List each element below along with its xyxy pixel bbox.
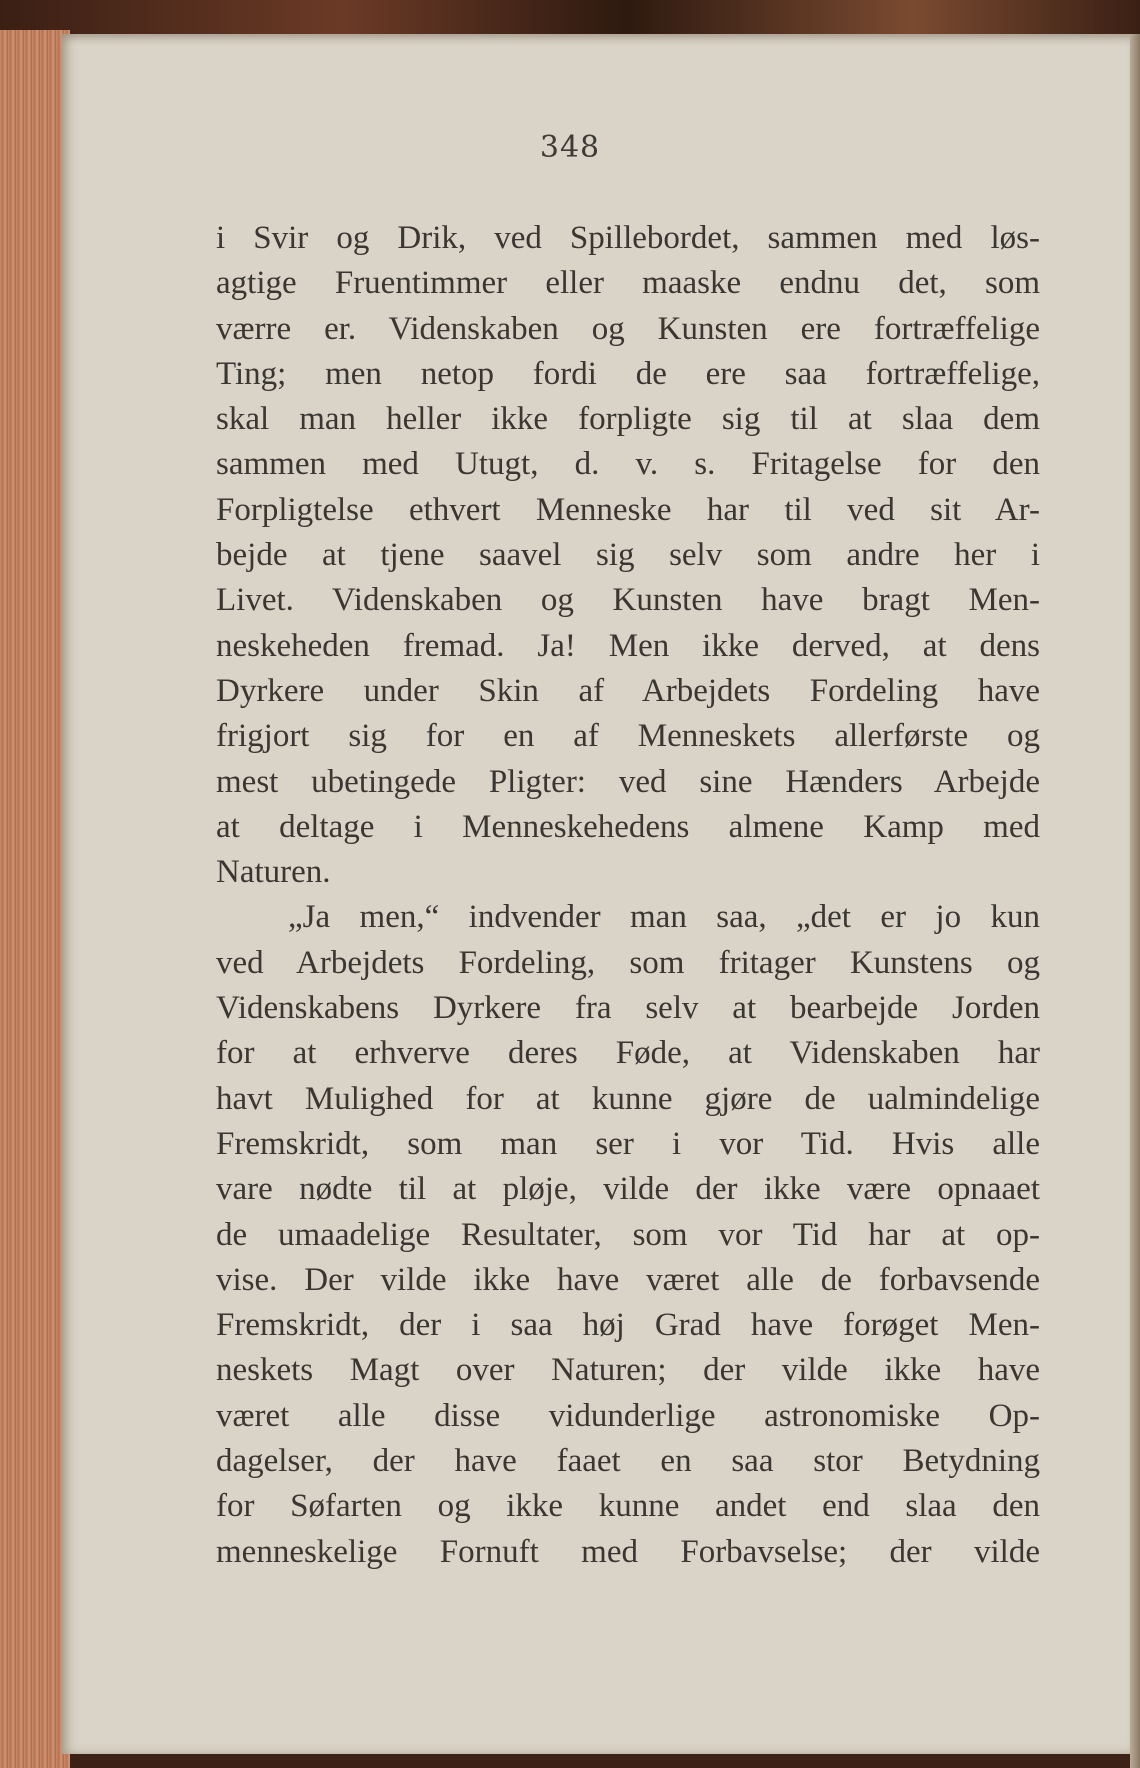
text-line: mest ubetingede Pligter: ved sine Hænders Arbejde xyxy=(216,763,1040,800)
page-number: 348 xyxy=(539,130,601,165)
text-line: bejde at tjene saavel sig selv som andre her i xyxy=(216,537,1040,574)
text-line: været alle disse vidunderlige astronomiske Op- xyxy=(216,1397,1040,1434)
text-line: i Svir og Drik, ved Spillebordet, sammen med løs- xyxy=(216,220,1040,256)
text-line: Forpligtelse ethvert Menneske har til ved sit Ar- xyxy=(216,491,1040,528)
text-line: Fremskridt, der i saa høj Grad have forøget Men- xyxy=(216,1307,1040,1344)
page-edges-left xyxy=(0,30,70,1768)
text-line: for Søfarten og ikke kunne andet end slaa den xyxy=(216,1488,1040,1525)
text-line: neskets Magt over Naturen; der vilde ikke have xyxy=(216,1352,1040,1389)
text-line: ved Arbejdets Fordeling, som fritager Kunstens og xyxy=(216,944,1040,981)
page-edge-right xyxy=(1130,34,1140,1768)
text-line: Livet. Videnskaben og Kunsten have bragt Men- xyxy=(216,582,1040,619)
text-line: at deltage i Menneskehedens almene Kamp med xyxy=(216,808,1040,845)
text-line: Naturen. xyxy=(216,854,331,891)
text-line: de umaadelige Resultater, som vor Tid har at op- xyxy=(216,1216,1040,1253)
text-line: Fremskridt, som man ser i vor Tid. Hvis alle xyxy=(216,1125,1040,1162)
text-line: Ting; men netop fordi de ere saa fortræffelige, xyxy=(216,355,1040,392)
text-line: dagelser, der have faaet en saa stor Betydning xyxy=(216,1443,1040,1480)
text-line: sammen med Utugt, d. v. s. Fritagelse for den xyxy=(216,446,1040,483)
text-line: vare nødte til at pløje, vilde der ikke være opnaaet xyxy=(216,1171,1040,1208)
text-line: havt Mulighed for at kunne gjøre de ualmindelige xyxy=(216,1080,1040,1117)
text-line: menneskelige Fornuft med Forbavselse; der vilde xyxy=(216,1533,1040,1570)
text-line: værre er. Videnskaben og Kunsten ere fortræffelige xyxy=(216,310,1040,347)
book-binding-top xyxy=(0,0,1140,36)
text-line: Videnskabens Dyrkere fra selv at bearbejde Jorden xyxy=(216,990,1040,1027)
text-line: skal man heller ikke forpligte sig til at slaa dem xyxy=(216,401,1040,438)
text-line: vise. Der vilde ikke have været alle de forbavsende xyxy=(216,1261,1040,1298)
text-line: Dyrkere under Skin af Arbejdets Fordeling have xyxy=(216,672,1040,709)
text-line: „Ja men,“ indvender man saa, „det er jo kun xyxy=(288,899,1040,936)
text-line: agtige Fruentimmer eller maaske endnu det, som xyxy=(216,265,1040,302)
text-line: for at erhverve deres Føde, at Videnskaben har xyxy=(216,1035,1040,1072)
text-line: neskeheden fremad. Ja! Men ikke derved, at dens xyxy=(216,627,1040,664)
page-body-text xyxy=(216,216,1040,1575)
text-line: frigjort sig for en af Menneskets allerførste og xyxy=(216,718,1040,755)
